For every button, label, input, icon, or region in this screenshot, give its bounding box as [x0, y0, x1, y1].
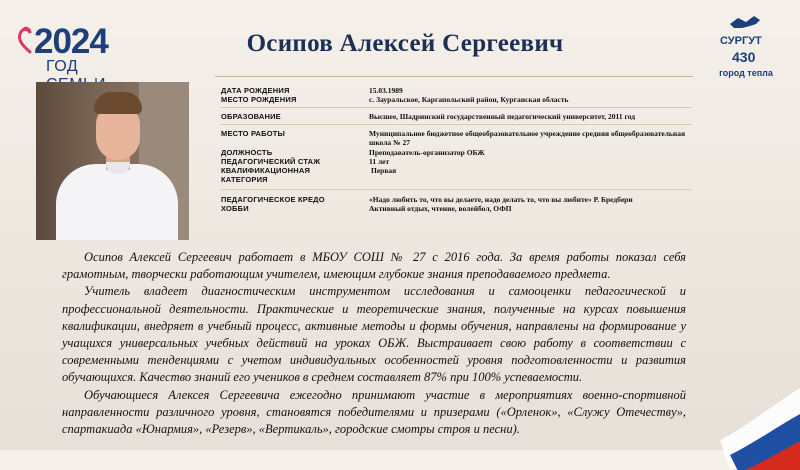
bio-paragraph: Обучающиеся Алексея Сергеевича ежегодно принимают участие в мероприятиях военно-спортивной направленности различного уровня, становятся победителями и призерами («Орленок», «Служу Отечеству», спартакиада «Юнармия», «Резерв», «Вертикаль», городские смотры строя и песни).	[62, 387, 686, 437]
logo-year: 2024	[34, 22, 108, 61]
profile-row-hobby: ХОББИ Активный отдых, чтение, волейбол, ОФП	[221, 204, 512, 213]
profile-row-workplace: МЕСТО РАБОТЫ Муниципальное бюджетное общеобразовательное учреждение средняя общеобразовательная школа № 27	[221, 129, 686, 147]
profile-row-position: ДОЛЖНОСТЬ Преподаватель-организатор ОБЖ	[221, 148, 485, 157]
title-divider	[215, 76, 693, 77]
logo-mark: СУРГУТ	[720, 35, 762, 47]
teacher-photo	[36, 82, 189, 240]
profile-row-credo: ПЕДАГОГИЧЕСКОЕ КРЕДО «Надо любить то, что вы делаете, надо делать то, что вы любите» Р. Бредбери	[221, 195, 633, 204]
year-of-family-logo	[18, 20, 108, 75]
profile-row-experience: ПЕДАГОГИЧЕСКИЙ СТАЖ 11 лет	[221, 157, 390, 166]
profile-row-education: ОБРАЗОВАНИЕ Высшее, Шадринский государственный педагогический университет, 2011 год	[221, 112, 636, 121]
profile-row-birth-date: ДАТА РОЖДЕНИЯ 15.03.1989	[221, 86, 403, 95]
profile-row-category: КВАЛИФИКАЦИОННАЯ КАТЕГОРИЯ Первая	[221, 166, 397, 184]
profile-row-birth-place: МЕСТО РОЖДЕНИЯ с. Зауральское, Каргапольский район, Курганская область	[221, 95, 569, 104]
logo-caption: город тепла	[719, 68, 773, 78]
page-title: Осипов Алексей Сергеевич	[246, 30, 564, 57]
profile-divider	[221, 189, 691, 190]
surgut-emblem-icon	[712, 14, 780, 66]
surgut-logo	[712, 14, 780, 78]
flag-ribbon-decoration	[650, 310, 800, 470]
profile-divider	[221, 124, 691, 125]
profile-divider	[221, 107, 691, 108]
bio-paragraph: Осипов Алексей Сергеевич работает в МБОУ СОШ № 27 с 2016 года. За время работы показал себя грамотным, творчески работающим учителем, имеющим глубокие знания преподаваемого предмета.	[62, 250, 686, 282]
logo-subtitle: ГОД	[46, 58, 79, 75]
biography-text	[62, 249, 686, 438]
bio-paragraph: Учитель владеет диагностическим инструментом исследования и самооценки педагогической и профессиональной деятельности. Практические и теоретические знания, полученные на курсах повышения квалификации, внедряет в учебный процесс, активные методы и формы обучения, направлены на формирование у учащихся универсальных учебных действий на уроках ОБЖ. Выстраивает свою работу в соответствии с современными тенденциями с учетом индивидуальных особенностей уровня подготовленности и развития обучающихся. Качество знаний его учеников в среднем составляет 87% при 100% успеваемости.	[62, 284, 686, 385]
logo-number: 430	[732, 49, 756, 65]
